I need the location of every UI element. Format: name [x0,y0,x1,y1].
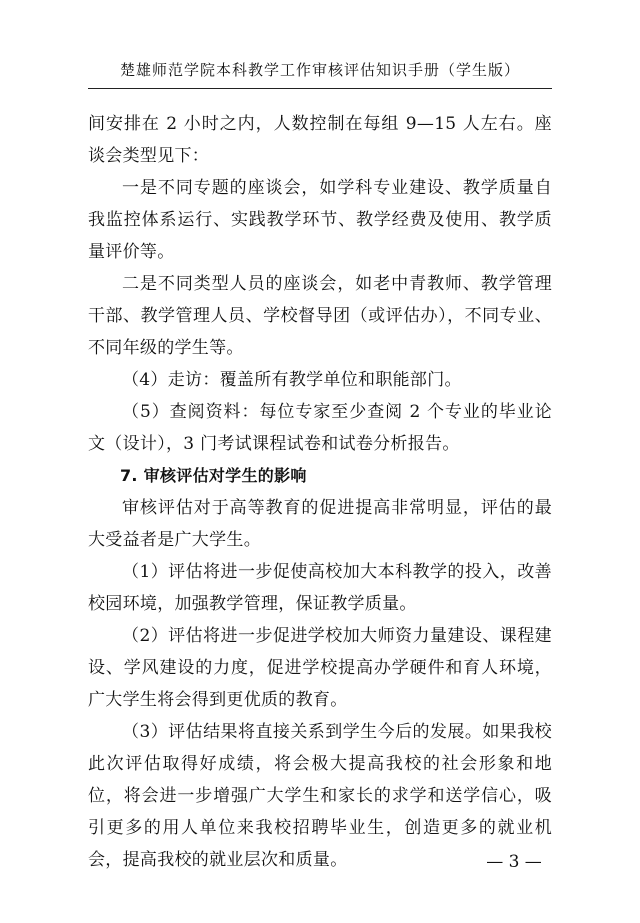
section-heading: 7. 审核评估对学生的影响 [120,466,307,485]
paragraph-intro: 审核评估对于高等教育的促进提高非常明显，评估的最大受益者是广大学生。 [88,498,552,550]
paragraph-continuation: 间安排在 2 小时之内，人数控制在每组 9—15 人左右。座谈会类型见下： [88,114,552,166]
page-body [88,108,552,876]
paragraph-impact-2: （2）评估将进一步促进学校加大师资力量建设、课程建设、学风建设的力度，促进学校提高办学硬件和育人环境，广大学生将会得到更优质的教育。 [88,626,552,710]
paragraph-visits: （4）走访：覆盖所有教学单位和职能部门。 [122,370,462,390]
paragraph-personnel-forums: 二是不同类型人员的座谈会，如老中青教师、教学管理干部、教学管理人员、学校督导团（或评估办），不同专业、不同年级的学生等。 [88,274,552,358]
paragraph-document-review: （5）查阅资料：每位专家至少查阅 2 个专业的毕业论文（设计），3 门考试课程试卷和试卷分析报告。 [88,402,552,454]
paragraph-impact-1: （1）评估将进一步促使高校加大本科教学的投入，改善校园环境，加强教学管理，保证教学质量。 [88,562,552,614]
page-number: — 3 — [486,852,542,872]
header-rule [88,88,552,89]
paragraph-impact-3: （3）评估结果将直接关系到学生今后的发展。如果我校此次评估取得好成绩，将会极大提高我校的社会形象和地位，将会进一步增强广大学生和家长的求学和送学信心，吸引更多的用人单位来我校招聘毕业生，创造更多的就业机会，提高我校的就业层次和质量。 [88,722,552,870]
paragraph-topic-forums: 一是不同专题的座谈会，如学科专业建设、教学质量自我监控体系运行、实践教学环节、教学经费及使用、教学质量评价等。 [88,178,552,262]
running-header: 楚雄师范学院本科教学工作审核评估知识手册（学生版） [119,61,520,79]
